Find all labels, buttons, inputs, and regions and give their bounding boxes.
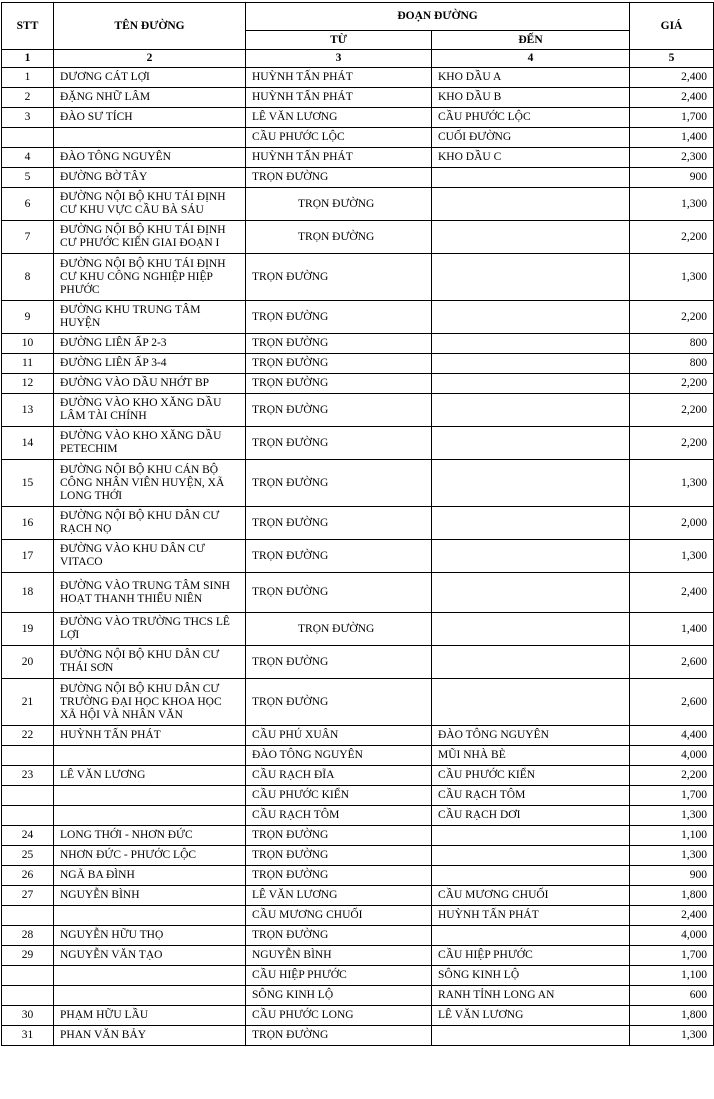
cell-gia: 2,200: [630, 301, 714, 334]
cell-stt: 4: [2, 148, 54, 168]
cell-ten-duong: DƯƠNG CÁT LỢI: [54, 68, 246, 88]
column-number: 4: [432, 50, 630, 68]
column-number: 2: [54, 50, 246, 68]
cell-den: [432, 646, 630, 679]
cell-stt: 20: [2, 646, 54, 679]
cell-gia: 1,800: [630, 886, 714, 906]
cell-den: [432, 301, 630, 334]
cell-stt: 8: [2, 254, 54, 301]
cell-stt: 30: [2, 1006, 54, 1026]
header-stt: STT: [2, 3, 54, 50]
table-row: [2, 108, 714, 128]
cell-stt: 9: [2, 301, 54, 334]
cell-stt: 19: [2, 613, 54, 646]
cell-stt: 21: [2, 679, 54, 726]
cell-den: [432, 679, 630, 726]
cell-tu: LÊ VĂN LƯƠNG: [246, 108, 432, 128]
cell-stt: 5: [2, 168, 54, 188]
cell-stt: 3: [2, 108, 54, 128]
cell-tu: TRỌN ĐƯỜNG: [246, 221, 432, 254]
cell-den: CẦU MƯƠNG CHUỐI: [432, 886, 630, 906]
cell-den: [432, 168, 630, 188]
header-tu: TỪ: [246, 31, 432, 50]
cell-ten-duong: ĐƯỜNG NỘI BỘ KHU TÁI ĐỊNH CƯ PHƯỚC KIỂN GIAI ĐOẠN I: [54, 221, 246, 254]
table-row: [2, 986, 714, 1006]
cell-ten-duong: LÊ VĂN LƯƠNG: [54, 766, 246, 786]
header-den: ĐẾN: [432, 31, 630, 50]
cell-stt: [2, 786, 54, 806]
cell-stt: [2, 746, 54, 766]
header-gia: GIÁ: [630, 3, 714, 50]
cell-tu: TRỌN ĐƯỜNG: [246, 1026, 432, 1046]
cell-den: CẦU PHƯỚC KIỂN: [432, 766, 630, 786]
cell-tu: TRỌN ĐƯỜNG: [246, 866, 432, 886]
table-row: [2, 613, 714, 646]
cell-stt: 25: [2, 846, 54, 866]
cell-ten-duong: ĐƯỜNG NỘI BỘ KHU DÂN CƯ THÁI SƠN: [54, 646, 246, 679]
cell-gia: 2,000: [630, 507, 714, 540]
cell-stt: 1: [2, 68, 54, 88]
table-row: [2, 507, 714, 540]
table-row: [2, 726, 714, 746]
cell-tu: TRỌN ĐƯỜNG: [246, 394, 432, 427]
cell-ten-duong: HUỲNH TẤN PHÁT: [54, 726, 246, 746]
table-row: [2, 806, 714, 826]
cell-gia: 2,200: [630, 766, 714, 786]
table-row: [2, 746, 714, 766]
cell-den: [432, 846, 630, 866]
table-row: [2, 301, 714, 334]
cell-gia: 1,300: [630, 846, 714, 866]
cell-gia: 1,700: [630, 108, 714, 128]
cell-tu: CẦU RẠCH ĐĨA: [246, 766, 432, 786]
cell-den: [432, 254, 630, 301]
cell-ten-duong: [54, 806, 246, 826]
cell-tu: TRỌN ĐƯỜNG: [246, 374, 432, 394]
header-doan-duong: ĐOẠN ĐƯỜNG: [246, 3, 630, 31]
table-row: [2, 540, 714, 573]
table-row: [2, 766, 714, 786]
cell-gia: 600: [630, 986, 714, 1006]
cell-ten-duong: ĐƯỜNG VÀO TRƯỜNG THCS LÊ LỢI: [54, 613, 246, 646]
cell-ten-duong: [54, 906, 246, 926]
cell-den: KHO DẦU C: [432, 148, 630, 168]
cell-den: [432, 427, 630, 460]
cell-gia: 2,200: [630, 394, 714, 427]
cell-ten-duong: [54, 786, 246, 806]
cell-tu: SÔNG KINH LỘ: [246, 986, 432, 1006]
cell-tu: TRỌN ĐƯỜNG: [246, 613, 432, 646]
cell-den: HUỲNH TẤN PHÁT: [432, 906, 630, 926]
cell-gia: 1,300: [630, 254, 714, 301]
cell-stt: 2: [2, 88, 54, 108]
table-row: [2, 646, 714, 679]
cell-gia: 1,400: [630, 613, 714, 646]
cell-den: CẦU RẠCH DƠI: [432, 806, 630, 826]
cell-gia: 1,100: [630, 826, 714, 846]
cell-den: CẦU PHƯỚC LỘC: [432, 108, 630, 128]
cell-tu: CẦU PHƯỚC LONG: [246, 1006, 432, 1026]
cell-den: KHO DẦU A: [432, 68, 630, 88]
cell-tu: TRỌN ĐƯỜNG: [246, 254, 432, 301]
cell-den: CẦU HIỆP PHƯỚC: [432, 946, 630, 966]
cell-stt: 16: [2, 507, 54, 540]
cell-gia: 2,400: [630, 88, 714, 108]
cell-tu: TRỌN ĐƯỜNG: [246, 846, 432, 866]
cell-den: [432, 613, 630, 646]
cell-stt: 17: [2, 540, 54, 573]
cell-gia: 1,300: [630, 1026, 714, 1046]
cell-stt: 7: [2, 221, 54, 254]
cell-gia: 1,100: [630, 966, 714, 986]
cell-den: LÊ VĂN LƯƠNG: [432, 1006, 630, 1026]
table-row: [2, 946, 714, 966]
cell-den: [432, 394, 630, 427]
table-row: [2, 168, 714, 188]
cell-den: [432, 221, 630, 254]
cell-stt: [2, 986, 54, 1006]
cell-stt: 15: [2, 460, 54, 507]
cell-ten-duong: [54, 986, 246, 1006]
table-row: [2, 826, 714, 846]
cell-tu: CẦU PHƯỚC LỘC: [246, 128, 432, 148]
table-row: [2, 148, 714, 168]
cell-stt: 22: [2, 726, 54, 746]
cell-den: [432, 866, 630, 886]
cell-den: ĐÀO TÔNG NGUYÊN: [432, 726, 630, 746]
cell-den: CUỐI ĐƯỜNG: [432, 128, 630, 148]
cell-tu: HUỲNH TẤN PHÁT: [246, 148, 432, 168]
cell-stt: [2, 806, 54, 826]
cell-gia: 2,600: [630, 679, 714, 726]
cell-den: [432, 334, 630, 354]
cell-gia: 800: [630, 334, 714, 354]
cell-ten-duong: ĐƯỜNG VÀO KHO XĂNG DẦU LÂM TÀI CHÍNH: [54, 394, 246, 427]
cell-stt: 28: [2, 926, 54, 946]
cell-tu: TRỌN ĐƯỜNG: [246, 540, 432, 573]
cell-ten-duong: ĐƯỜNG NỘI BỘ KHU DÂN CƯ RẠCH NỌ: [54, 507, 246, 540]
cell-ten-duong: ĐƯỜNG BỜ TÂY: [54, 168, 246, 188]
cell-tu: TRỌN ĐƯỜNG: [246, 354, 432, 374]
cell-tu: TRỌN ĐƯỜNG: [246, 334, 432, 354]
table-row: [2, 846, 714, 866]
cell-tu: CẦU MƯƠNG CHUỐI: [246, 906, 432, 926]
cell-stt: 27: [2, 886, 54, 906]
cell-ten-duong: ĐƯỜNG VÀO KHU DÂN CƯ VITACO: [54, 540, 246, 573]
cell-gia: 900: [630, 866, 714, 886]
cell-ten-duong: PHẠM HỮU LẦU: [54, 1006, 246, 1026]
cell-tu: NGUYỄN BÌNH: [246, 946, 432, 966]
table-row: [2, 254, 714, 301]
cell-den: [432, 374, 630, 394]
cell-ten-duong: NGUYỄN HỮU THỌ: [54, 926, 246, 946]
cell-tu: TRỌN ĐƯỜNG: [246, 507, 432, 540]
cell-gia: 1,300: [630, 806, 714, 826]
cell-tu: LÊ VĂN LƯƠNG: [246, 886, 432, 906]
column-number: 3: [246, 50, 432, 68]
cell-gia: 4,400: [630, 726, 714, 746]
cell-ten-duong: ĐƯỜNG LIÊN ẤP 3-4: [54, 354, 246, 374]
cell-den: [432, 540, 630, 573]
cell-den: [432, 188, 630, 221]
table-row: [2, 221, 714, 254]
cell-den: [432, 1026, 630, 1046]
table-row: [2, 68, 714, 88]
cell-ten-duong: ĐƯỜNG LIÊN ẤP 2-3: [54, 334, 246, 354]
table-row: [2, 573, 714, 613]
table-row: [2, 679, 714, 726]
cell-den: CẦU RẠCH TÔM: [432, 786, 630, 806]
cell-den: RANH TỈNH LONG AN: [432, 986, 630, 1006]
cell-tu: CẦU PHÚ XUÂN: [246, 726, 432, 746]
table-row: [2, 786, 714, 806]
cell-gia: 1,800: [630, 1006, 714, 1026]
cell-tu: TRỌN ĐƯỜNG: [246, 460, 432, 507]
table-row: [2, 966, 714, 986]
cell-gia: 1,400: [630, 128, 714, 148]
cell-den: [432, 573, 630, 613]
cell-stt: 31: [2, 1026, 54, 1046]
cell-tu: TRỌN ĐƯỜNG: [246, 301, 432, 334]
price-table: [1, 2, 714, 1046]
cell-tu: TRỌN ĐƯỜNG: [246, 646, 432, 679]
cell-stt: 10: [2, 334, 54, 354]
cell-stt: [2, 966, 54, 986]
cell-gia: 2,400: [630, 906, 714, 926]
cell-den: [432, 926, 630, 946]
cell-gia: 800: [630, 354, 714, 374]
cell-gia: 1,700: [630, 946, 714, 966]
table-row: [2, 866, 714, 886]
cell-gia: 2,200: [630, 374, 714, 394]
cell-ten-duong: [54, 966, 246, 986]
cell-ten-duong: ĐƯỜNG NỘI BỘ KHU TÁI ĐỊNH CƯ KHU VỰC CẦU BÀ SÁU: [54, 188, 246, 221]
cell-stt: [2, 128, 54, 148]
column-number-row: [2, 50, 714, 68]
table-row: [2, 354, 714, 374]
table-row: [2, 88, 714, 108]
cell-ten-duong: ĐƯỜNG VÀO DẦU NHỚT BP: [54, 374, 246, 394]
table-row: [2, 374, 714, 394]
cell-ten-duong: ĐẶNG NHỮ LÂM: [54, 88, 246, 108]
header-ten-duong: TÊN ĐƯỜNG: [54, 3, 246, 50]
cell-ten-duong: ĐƯỜNG VÀO TRUNG TÂM SINH HOẠT THANH THIẾU NIÊN: [54, 573, 246, 613]
cell-gia: 1,700: [630, 786, 714, 806]
cell-tu: TRỌN ĐƯỜNG: [246, 679, 432, 726]
cell-gia: 1,300: [630, 188, 714, 221]
table-row: [2, 886, 714, 906]
cell-stt: 18: [2, 573, 54, 613]
cell-tu: CẦU RẠCH TÔM: [246, 806, 432, 826]
column-number: 5: [630, 50, 714, 68]
table-row: [2, 427, 714, 460]
table-row: [2, 128, 714, 148]
cell-gia: 900: [630, 168, 714, 188]
table-body: [2, 68, 714, 1046]
cell-tu: TRỌN ĐƯỜNG: [246, 573, 432, 613]
table-row: [2, 460, 714, 507]
cell-ten-duong: ĐƯỜNG NỘI BỘ KHU CÁN BỘ CÔNG NHÂN VIÊN HUYỆN, XÃ LONG THỚI: [54, 460, 246, 507]
cell-den: [432, 460, 630, 507]
cell-stt: 14: [2, 427, 54, 460]
table-row: [2, 188, 714, 221]
table-row: [2, 394, 714, 427]
cell-ten-duong: LONG THỚI - NHƠN ĐỨC: [54, 826, 246, 846]
cell-tu: HUỲNH TẤN PHÁT: [246, 88, 432, 108]
table-row: [2, 334, 714, 354]
cell-gia: 4,000: [630, 746, 714, 766]
cell-tu: ĐÀO TÔNG NGUYÊN: [246, 746, 432, 766]
cell-tu: CẦU PHƯỚC KIỂN: [246, 786, 432, 806]
cell-tu: TRỌN ĐƯỜNG: [246, 926, 432, 946]
cell-ten-duong: ĐÀO TÔNG NGUYÊN: [54, 148, 246, 168]
cell-den: [432, 354, 630, 374]
cell-den: [432, 826, 630, 846]
cell-stt: [2, 906, 54, 926]
cell-gia: 2,300: [630, 148, 714, 168]
cell-gia: 2,400: [630, 68, 714, 88]
cell-den: [432, 507, 630, 540]
cell-gia: 1,300: [630, 460, 714, 507]
cell-stt: 24: [2, 826, 54, 846]
table-row: [2, 1006, 714, 1026]
cell-den: SÔNG KINH LỘ: [432, 966, 630, 986]
cell-ten-duong: NHƠN ĐỨC - PHƯỚC LỘC: [54, 846, 246, 866]
cell-ten-duong: ĐƯỜNG KHU TRUNG TÂM HUYỆN: [54, 301, 246, 334]
cell-stt: 6: [2, 188, 54, 221]
cell-ten-duong: ĐÀO SƯ TÍCH: [54, 108, 246, 128]
cell-ten-duong: NGUYỄN BÌNH: [54, 886, 246, 906]
cell-ten-duong: ĐƯỜNG NỘI BỘ KHU TÁI ĐỊNH CƯ KHU CÔNG NGHIỆP HIỆP PHƯỚC: [54, 254, 246, 301]
cell-ten-duong: PHAN VĂN BẢY: [54, 1026, 246, 1046]
cell-gia: 2,600: [630, 646, 714, 679]
table-row: [2, 906, 714, 926]
cell-stt: 23: [2, 766, 54, 786]
cell-ten-duong: [54, 128, 246, 148]
cell-tu: HUỲNH TẤN PHÁT: [246, 68, 432, 88]
cell-stt: 29: [2, 946, 54, 966]
table-row: [2, 1026, 714, 1046]
cell-stt: 12: [2, 374, 54, 394]
cell-ten-duong: NGUYỄN VĂN TẠO: [54, 946, 246, 966]
cell-ten-duong: NGÃ BA ĐÌNH: [54, 866, 246, 886]
table-row: [2, 926, 714, 946]
cell-stt: 11: [2, 354, 54, 374]
cell-tu: TRỌN ĐƯỜNG: [246, 188, 432, 221]
cell-gia: 1,300: [630, 540, 714, 573]
cell-ten-duong: [54, 746, 246, 766]
cell-ten-duong: ĐƯỜNG NỘI BỘ KHU DÂN CƯ TRƯỜNG ĐẠI HỌC KHOA HỌC XÃ HỘI VÀ NHÂN VĂN: [54, 679, 246, 726]
cell-den: MŨI NHÀ BÈ: [432, 746, 630, 766]
cell-gia: 2,200: [630, 427, 714, 460]
cell-tu: TRỌN ĐƯỜNG: [246, 826, 432, 846]
cell-gia: 4,000: [630, 926, 714, 946]
cell-gia: 2,200: [630, 221, 714, 254]
column-number: 1: [2, 50, 54, 68]
cell-tu: CẦU HIỆP PHƯỚC: [246, 966, 432, 986]
cell-ten-duong: ĐƯỜNG VÀO KHO XĂNG DẦU PETECHIM: [54, 427, 246, 460]
cell-stt: 13: [2, 394, 54, 427]
cell-tu: TRỌN ĐƯỜNG: [246, 168, 432, 188]
cell-stt: 26: [2, 866, 54, 886]
cell-tu: TRỌN ĐƯỜNG: [246, 427, 432, 460]
cell-den: KHO DẦU B: [432, 88, 630, 108]
cell-gia: 2,400: [630, 573, 714, 613]
